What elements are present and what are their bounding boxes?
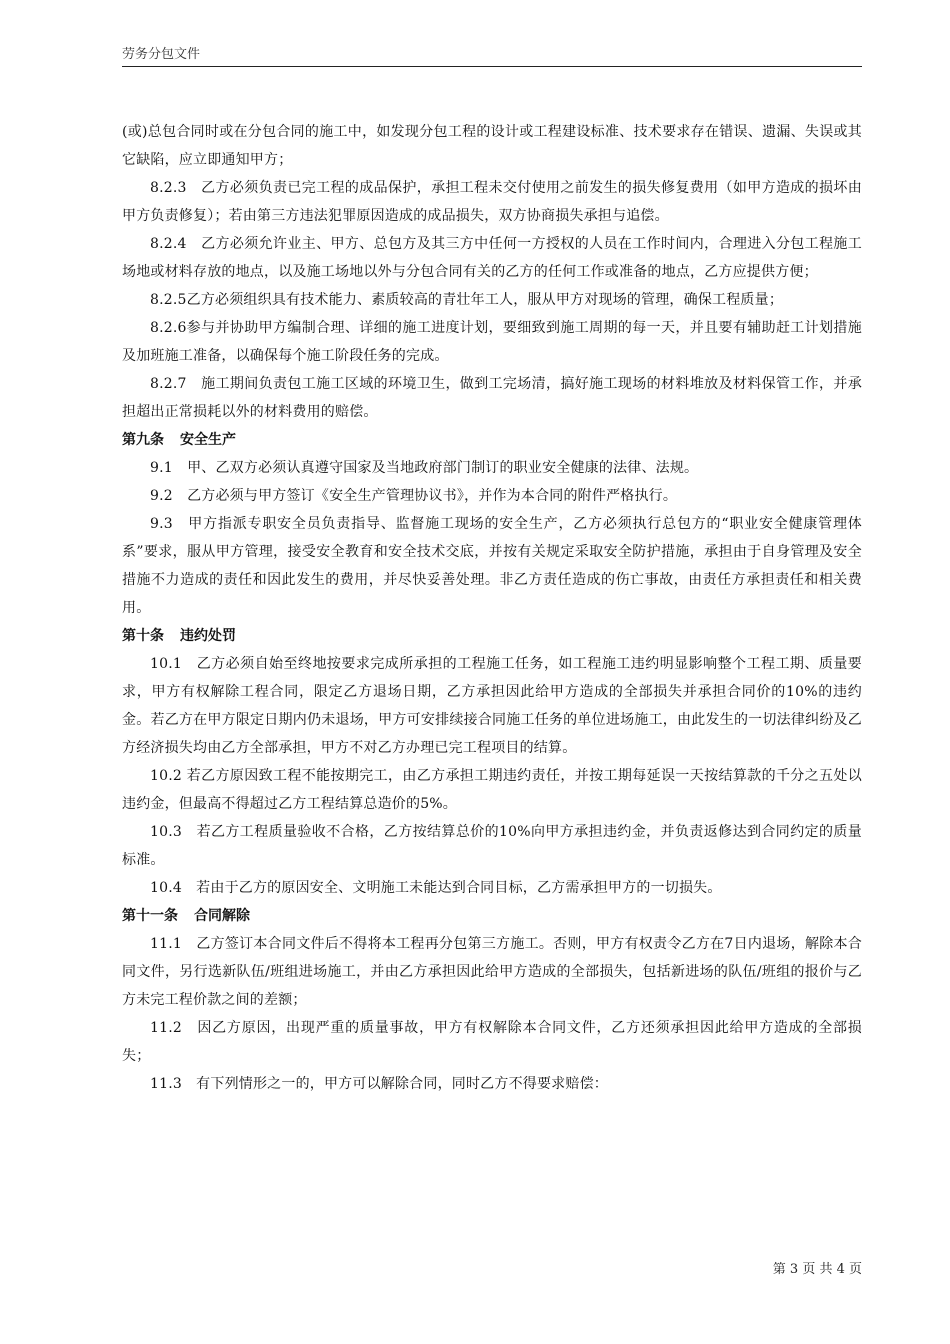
- clause-paragraph: 10.1 乙方必须自始至终地按要求完成所承担的工程施工任务，如工程施工违约明显影响整个工程工期、质量要求，甲方有权解除工程合同，限定乙方退场日期，乙方承担因此给甲方造成的全部损失并承担合同价的10%的违约金。若乙方在甲方限定日期内仍未退场，甲方可安排续接合同施工任务的单位进场施工，由此发生的一切法律纠纷及乙方经济损失均由乙方全部承担，甲方不对乙方办理已完工程项目的结算。: [122, 656, 862, 756]
- header-title: 劳务分包文件: [122, 47, 201, 62]
- section-number: 第十条: [122, 628, 164, 644]
- clause-paragraph: 11.3 有下列情形之一的，甲方可以解除合同，同时乙方不得要求赔偿：: [150, 1076, 608, 1092]
- clause-paragraph: 10.2 若乙方原因致工程不能按期完工，由乙方承担工期违约责任，并按工期每延误一天按结算款的千分之五处以违约金，但最高不得超过乙方工程结算总造价的5%。: [122, 768, 862, 812]
- clause-paragraph: 8.2.5乙方必须组织具有技术能力、素质较高的青壮年工人，服从甲方对现场的管理，确保工程质量；: [150, 292, 784, 308]
- clause-paragraph: 10.3 若乙方工程质量验收不合格，乙方按结算总价的10%向甲方承担违约金，并负责返修达到合同约定的质量标准。: [122, 824, 862, 868]
- page-number: 第 3 页 共 4 页: [772, 1262, 862, 1277]
- clause-paragraph: 9.3 甲方指派专职安全员负责指导、监督施工现场的安全生产，乙方必须执行总包方的“职业安全健康管理体系”要求，服从甲方管理，接受安全教育和安全技术交底，并按有关规定采取安全防护措施，承担由于自身管理及安全措施不力造成的责任和因此发生的费用，并尽快妥善处理。非乙方责任造成的伤亡事故，由责任方承担责任和相关费用。: [122, 516, 862, 616]
- section-title: 违约处罚: [180, 628, 236, 644]
- page-footer: [773, 1258, 862, 1277]
- clause-paragraph: 8.2.7 施工期间负责包工施工区域的环境卫生，做到工完场清，搞好施工现场的材料堆放及材料保管工作，并承担超出正常损耗以外的材料费用的赔偿。: [122, 376, 862, 420]
- section-heading: [122, 902, 862, 930]
- clause-paragraph: 11.1 乙方签订本合同文件后不得将本工程再分包第三方施工。否则，甲方有权责令乙方在7日内退场，解除本合同文件，另行选新队伍/班组进场施工，并由乙方承担因此给甲方造成的全部损失，包括新进场的队伍/班组的报价与乙方未完工程价款之间的差额；: [122, 936, 862, 1008]
- section-heading: [122, 426, 862, 454]
- section-number: 第九条: [122, 432, 164, 448]
- section-title: 合同解除: [194, 908, 250, 924]
- clause-paragraph: 8.2.3 乙方必须负责已完工程的成品保护，承担工程未交付使用之前发生的损失修复费用（如甲方造成的损坏由甲方负责修复）；若由第三方违法犯罪原因造成的成品损失，双方协商损失承担与追偿。: [122, 180, 862, 224]
- clause-paragraph: 8.2.4 乙方必须允许业主、甲方、总包方及其三方中任何一方授权的人员在工作时间内，合理进入分包工程施工场地或材料存放的地点，以及施工场地以外与分包合同有关的乙方的任何工作或准备的地点，乙方应提供方便；: [122, 236, 862, 280]
- clause-paragraph: 9.2 乙方必须与甲方签订《安全生产管理协议书》，并作为本合同的附件严格执行。: [150, 488, 678, 504]
- clause-paragraph: 10.4 若由于乙方的原因安全、文明施工未能达到合同目标，乙方需承担甲方的一切损失。: [150, 880, 722, 896]
- clause-paragraph: 11.2 因乙方原因，出现严重的质量事故，甲方有权解除本合同文件，乙方还须承担因此给甲方造成的全部损失；: [122, 1020, 862, 1064]
- clause-paragraph: 8.2.6参与并协助甲方编制合理、详细的施工进度计划，要细致到施工周期的每一天，并且要有辅助赶工计划措施及加班施工准备，以确保每个施工阶段任务的完成。: [122, 320, 862, 364]
- page-header: [122, 48, 862, 67]
- document-body: [122, 118, 862, 1098]
- section-number: 第十一条: [122, 908, 178, 924]
- section-title: 安全生产: [180, 432, 236, 448]
- clause-paragraph: (或)总包合同时或在分包合同的施工中，如发现分包工程的设计或工程建设标准、技术要求存在错误、遗漏、失误或其它缺陷，应立即通知甲方；: [122, 124, 862, 168]
- clause-paragraph: 9.1 甲、乙双方必须认真遵守国家及当地政府部门制订的职业安全健康的法律、法规。: [150, 460, 699, 476]
- section-heading: [122, 622, 862, 650]
